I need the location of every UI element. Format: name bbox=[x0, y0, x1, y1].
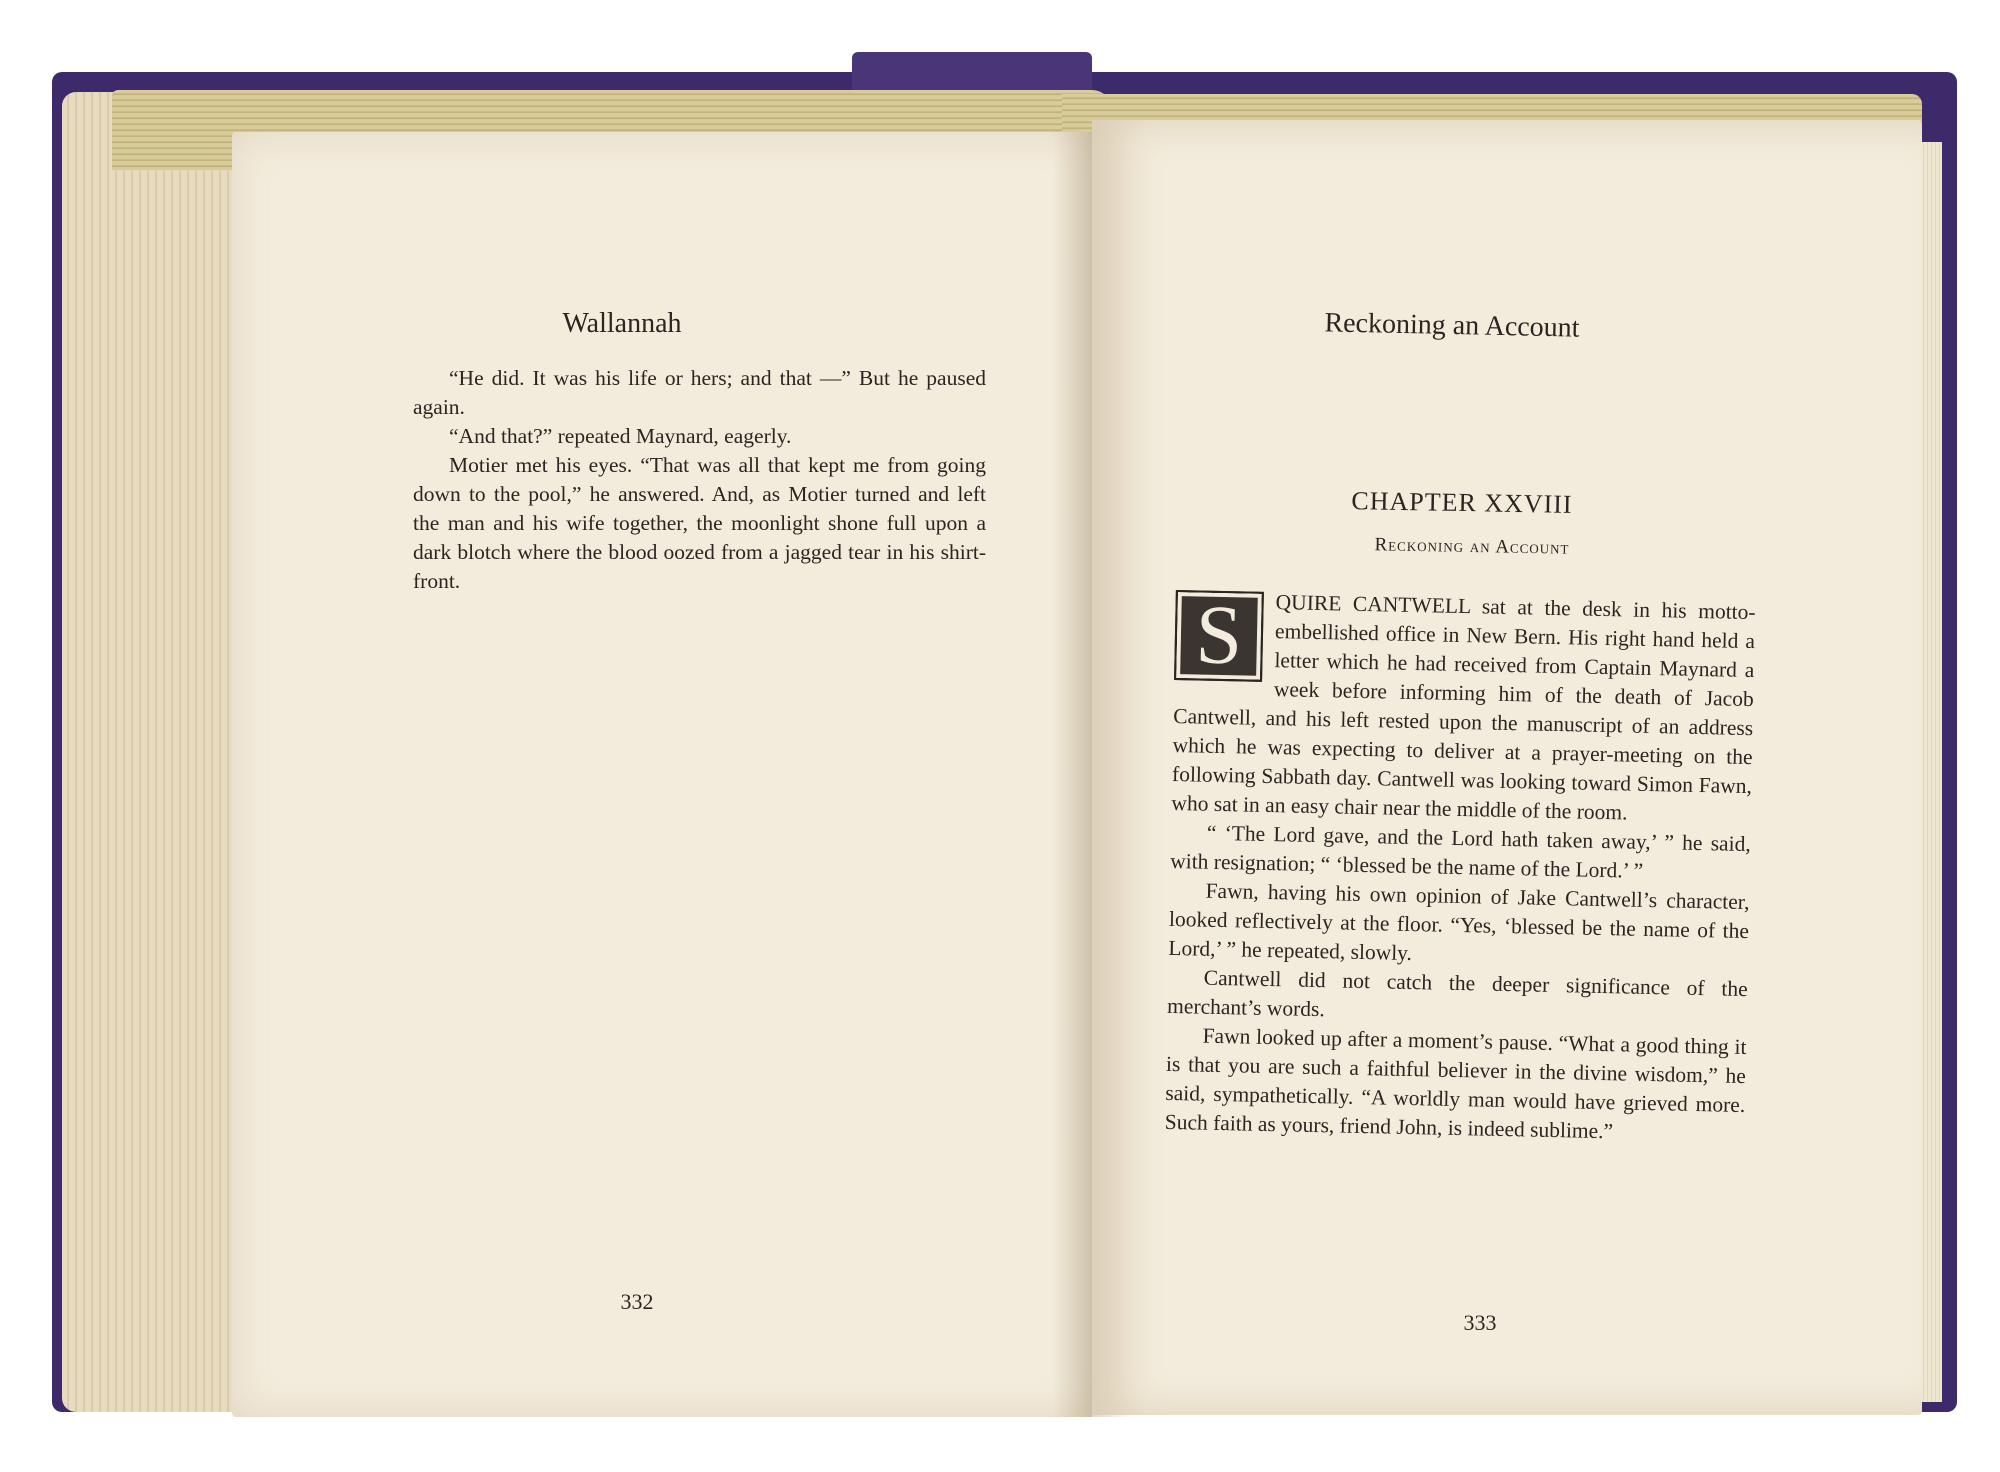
page-number-right: 333 bbox=[1463, 1310, 1497, 1335]
paragraph: Motier met his eyes. “That was all that kept me from going down to the pool,” he answered. And, as Motier turned and left the man and his wife together, the moonlight shone full upon a dark blotch where the blood oozed from a jagged tear in his shirt-front. bbox=[413, 453, 986, 593]
page-number-left: 332 bbox=[620, 1289, 654, 1314]
first-paragraph bbox=[1171, 586, 1756, 830]
paragraph: Fawn looked up after a moment’s pause. “What a good thing it is that you are such a faithful believer in the divine wisdom,” he said, sympathetically. “A worldly man would have grieved more. Such faith as yours, friend John, is indeed sublime.” bbox=[1164, 1023, 1747, 1144]
paragraph: Cantwell did not catch the deeper significance of the merchant’s words. bbox=[1166, 965, 1748, 1022]
paragraph: Fawn, having his own opinion of Jake Cantwell’s character, looked reflectively at the floor. “Yes, ‘blessed be the name of the Lord,’ ” he repeated, slowly. bbox=[1168, 878, 1750, 966]
left-page bbox=[232, 132, 1092, 1417]
chapter-subtitle: Reckoning an Account bbox=[1374, 534, 1570, 559]
right-page-text bbox=[1164, 586, 1755, 1149]
paragraph: “He did. It was his life or hers; and that —” But he paused again. bbox=[413, 366, 986, 419]
first-paragraph-text: QUIRE CANTWELL sat at the desk in his motto-embellished office in New Bern. His right hand held a letter which he had received from Captain Maynard a week before informing him of the death of Jacob Cantwell, and his left rested upon the manuscript of an address which he was expecting to deliver at a prayer-meeting on the following Sabbath day. Cantwell was looking toward Simon Fawn, who sat in an easy chair near the middle of the room. bbox=[1171, 590, 1756, 825]
right-page bbox=[1092, 120, 1922, 1415]
paragraph: “ ‘The Lord gave, and the Lord hath taken away,’ ” he said, with resignation; “ ‘blessed be the name of the Lord.’ ” bbox=[1169, 820, 1751, 883]
paragraph: “And that?” repeated Maynard, eagerly. bbox=[449, 424, 792, 448]
left-page-text bbox=[413, 364, 986, 596]
running-head-left: Wallannah bbox=[562, 308, 682, 339]
drop-cap-ornament: S bbox=[1174, 590, 1264, 682]
running-head-right: Reckoning an Account bbox=[1324, 307, 1580, 344]
chapter-title: CHAPTER XXVIII bbox=[1351, 486, 1573, 519]
open-book bbox=[52, 52, 1957, 1424]
